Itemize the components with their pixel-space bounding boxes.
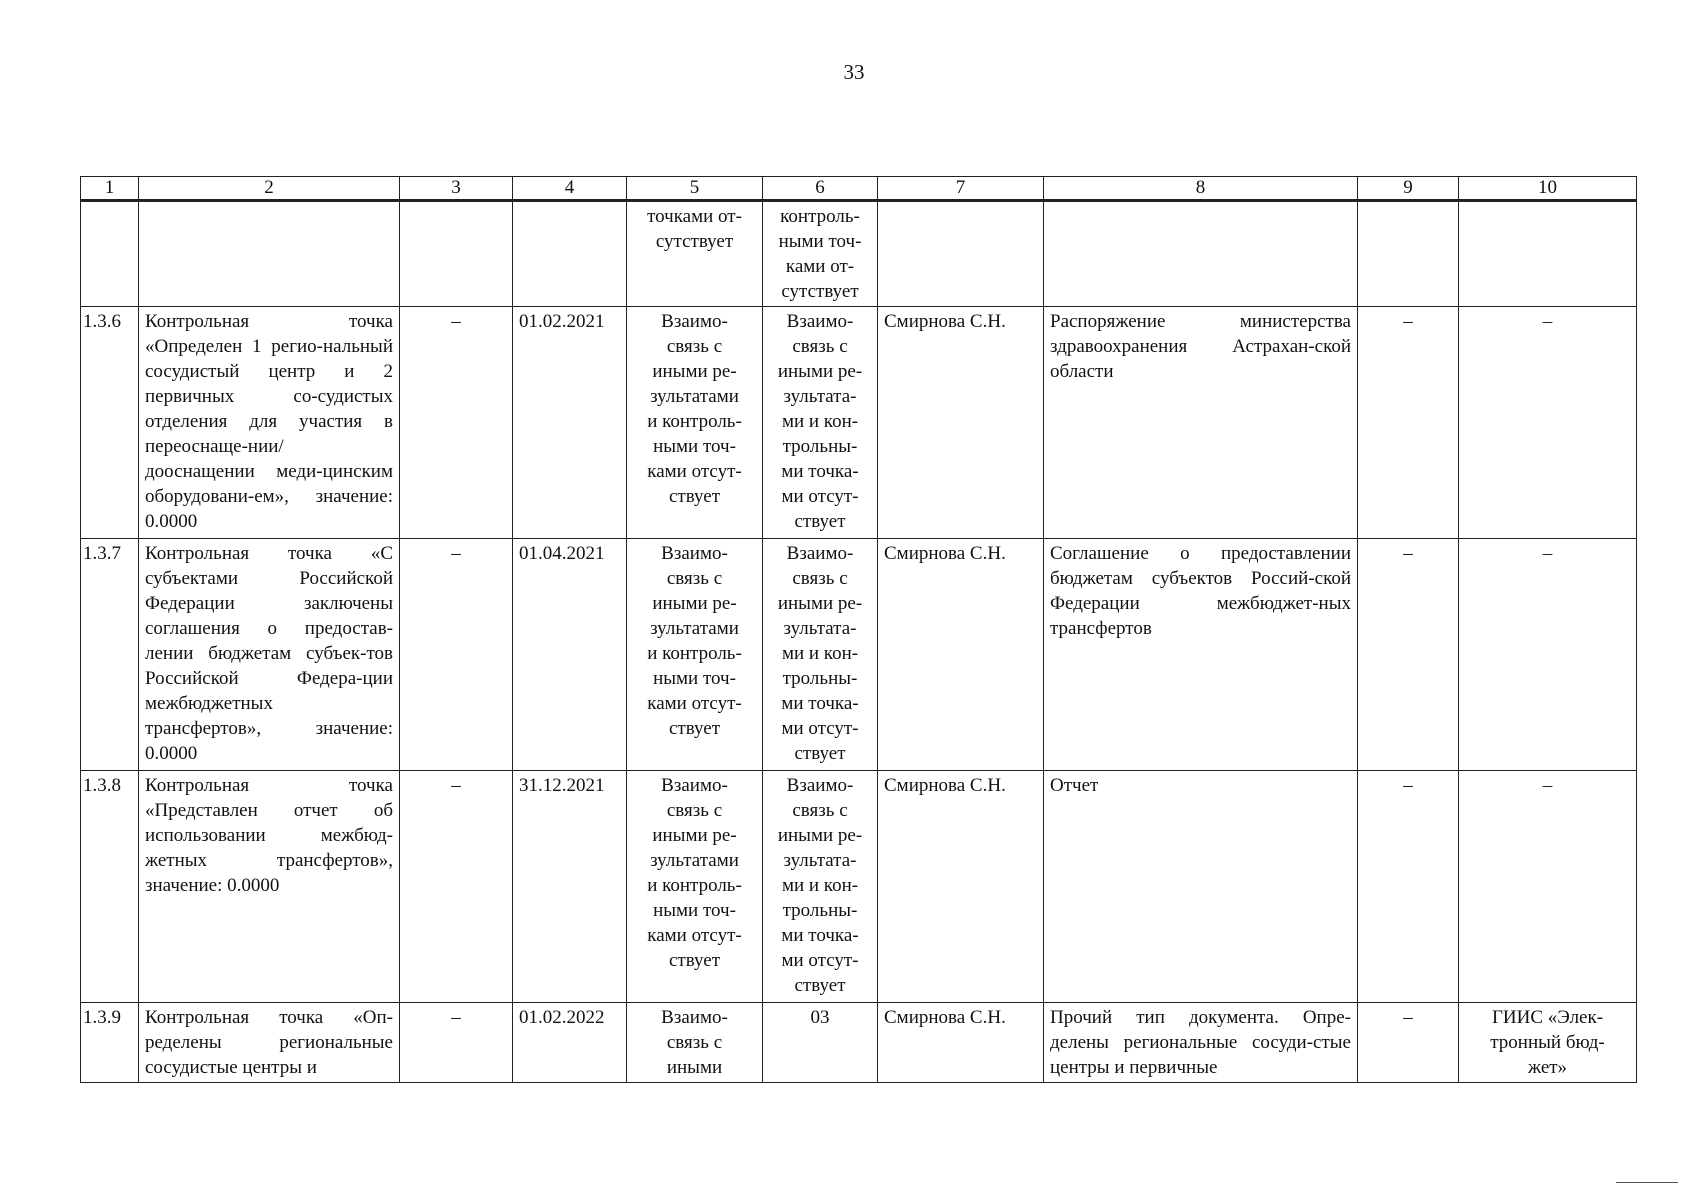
- description-cell: Контрольная точка «С субъектами Российской Федерации заключены соглашения о предостав-лении бюджетам субъек-тов Российской Федера-ции межбюджетных трансфертов», значение: 0.0000: [139, 539, 400, 771]
- relation-cell: Взаимо- связь с иными ре- зультата- ми и кон- трольны- ми точка- ми отсут- ствует: [763, 307, 878, 539]
- table-cell: –: [1358, 539, 1459, 771]
- relation-cell: Взаимо- связь с иными ре- зультатами и контроль- ными точ- ками отсут- ствует: [627, 307, 763, 539]
- table-row: [81, 201, 1637, 307]
- relation-cell: Взаимо- связь с иными ре- зультатами и контроль- ными точ- ками отсут- ствует: [627, 771, 763, 1003]
- table-cell: [1358, 201, 1459, 307]
- responsible-cell: Смирнова С.Н.: [878, 307, 1044, 539]
- column-header: 2: [139, 177, 400, 201]
- responsible-cell: [878, 201, 1044, 307]
- column-header: 1: [81, 177, 139, 201]
- table-cell: –: [400, 1003, 513, 1083]
- responsible-cell: Смирнова С.Н.: [878, 539, 1044, 771]
- description-cell: Контрольная точка «Представлен отчет об использовании межбюд-жетных трансфертов», значение: 0.0000: [139, 771, 400, 1003]
- column-header: 7: [878, 177, 1044, 201]
- table-cell: –: [400, 771, 513, 1003]
- date-cell: [513, 201, 627, 307]
- table-cell: –: [1459, 539, 1637, 771]
- row-number-cell: [81, 201, 139, 307]
- table-row: [81, 539, 1637, 771]
- row-number-cell: 1.3.9: [81, 1003, 139, 1083]
- column-header: 6: [763, 177, 878, 201]
- column-header: 5: [627, 177, 763, 201]
- date-cell: 01.02.2022: [513, 1003, 627, 1083]
- date-cell: 31.12.2021: [513, 771, 627, 1003]
- table-cell: –: [1459, 307, 1637, 539]
- table-row: [81, 307, 1637, 539]
- relation-cell: 03: [763, 1003, 878, 1083]
- table-cell: [400, 201, 513, 307]
- table-cell: ГИИС «Элек- тронный бюд- жет»: [1459, 1003, 1637, 1083]
- relation-cell: Взаимо- связь с иными: [627, 1003, 763, 1083]
- table-row: [81, 1003, 1637, 1083]
- column-header: 8: [1044, 177, 1358, 201]
- relation-cell: точками от- сутствует: [627, 201, 763, 307]
- document-cell: Прочий тип документа. Опре-делены региональные сосуди-стые центры и первичные: [1044, 1003, 1358, 1083]
- table-cell: –: [1358, 307, 1459, 539]
- table-cell: [1459, 201, 1637, 307]
- relation-cell: Взаимо- связь с иными ре- зультата- ми и кон- трольны- ми точка- ми отсут- ствует: [763, 539, 878, 771]
- page-number: 33: [843, 60, 865, 84]
- row-number-cell: 1.3.8: [81, 771, 139, 1003]
- table-cell: –: [400, 539, 513, 771]
- data-table: [80, 176, 1637, 1083]
- row-number-cell: 1.3.6: [81, 307, 139, 539]
- relation-cell: контроль- ными точ- ками от- сутствует: [763, 201, 878, 307]
- relation-cell: Взаимо- связь с иными ре- зультатами и контроль- ными точ- ками отсут- ствует: [627, 539, 763, 771]
- table-cell: –: [1358, 771, 1459, 1003]
- responsible-cell: Смирнова С.Н.: [878, 1003, 1044, 1083]
- description-cell: [139, 201, 400, 307]
- column-header: 4: [513, 177, 627, 201]
- table-cell: –: [400, 307, 513, 539]
- row-number-cell: 1.3.7: [81, 539, 139, 771]
- document-cell: Соглашение о предоставлении бюджетам субъектов Россий-ской Федерации межбюджет-ных трансфертов: [1044, 539, 1358, 771]
- table-header-row: [81, 177, 1637, 201]
- table-cell: –: [1358, 1003, 1459, 1083]
- document-cell: Отчет: [1044, 771, 1358, 1003]
- date-cell: 01.04.2021: [513, 539, 627, 771]
- document-cell: [1044, 201, 1358, 307]
- column-header: 3: [400, 177, 513, 201]
- description-cell: Контрольная точка «Определен 1 регио-нальный сосудистый центр и 2 первичных со-судистых отделения для участия в переоснаще-нии/дооснащении меди-цинским оборудовани-ем», значение: 0.0000: [139, 307, 400, 539]
- description-cell: Контрольная точка «Оп-ределены региональные сосудистые центры и: [139, 1003, 400, 1083]
- footer-line-divider: [1616, 1182, 1678, 1183]
- column-header: 10: [1459, 177, 1637, 201]
- document-cell: Распоряжение министерства здравоохранения Астрахан-ской области: [1044, 307, 1358, 539]
- date-cell: 01.02.2021: [513, 307, 627, 539]
- column-header: 9: [1358, 177, 1459, 201]
- responsible-cell: Смирнова С.Н.: [878, 771, 1044, 1003]
- table-cell: –: [1459, 771, 1637, 1003]
- relation-cell: Взаимо- связь с иными ре- зультата- ми и кон- трольны- ми точка- ми отсут- ствует: [763, 771, 878, 1003]
- table-row: [81, 771, 1637, 1003]
